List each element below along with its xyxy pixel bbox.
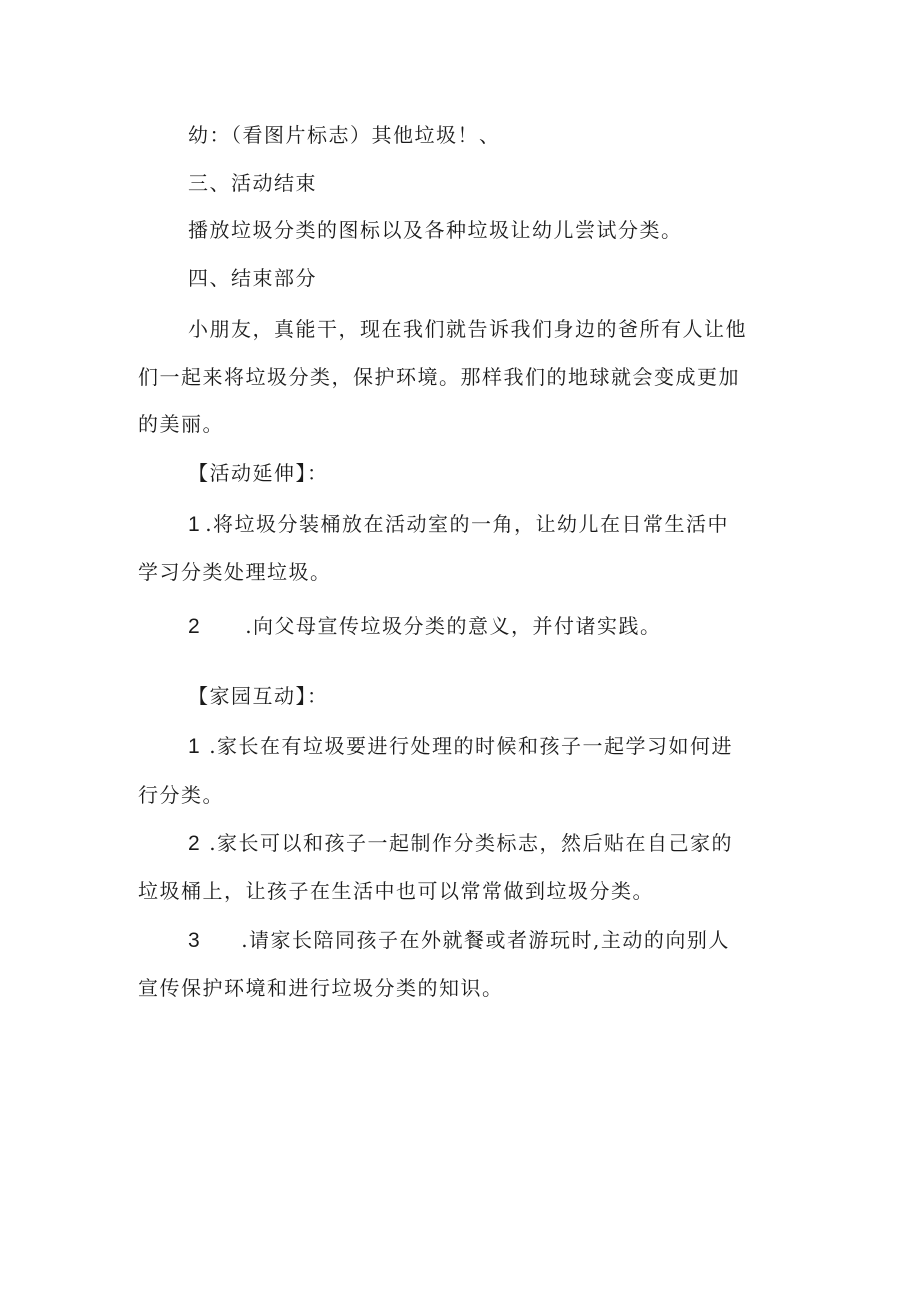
item-text: .家长可以和孩子一起制作分类标志，然后贴在自己家的 xyxy=(209,831,734,855)
paragraph-line: 小朋友，真能干，现在我们就告诉我们身边的爸所有人让他 xyxy=(188,317,747,341)
extension-item-1-cont: 学习分类处理垃圾。 xyxy=(138,560,332,584)
item-number: 2 xyxy=(188,832,202,855)
home-item-1 xyxy=(188,733,733,760)
home-item-3-cont: 宣传保护环境和进行垃圾分类的知识。 xyxy=(138,976,504,1000)
item-number: 1 xyxy=(188,735,202,758)
home-heading: 【家园互动】： xyxy=(188,684,329,708)
item-number: 1 xyxy=(188,513,202,536)
home-item-2 xyxy=(188,830,733,857)
section3-body: 播放垃圾分类的图标以及各种垃圾让幼儿尝试分类。 xyxy=(188,218,683,242)
paragraph-line: 的美丽。 xyxy=(138,412,224,436)
section4-heading: 四、结束部分 xyxy=(188,266,317,290)
home-item-2-cont: 垃圾桶上，让孩子在生活中也可以常常做到垃圾分类。 xyxy=(138,879,654,903)
section3-heading: 三、活动结束 xyxy=(188,171,317,195)
home-item-1-cont: 行分类。 xyxy=(138,783,224,807)
extension-item-2 xyxy=(188,613,662,640)
home-item-3 xyxy=(188,927,730,954)
extension-heading: 【活动延伸】： xyxy=(188,461,329,485)
item-number: 3 xyxy=(188,929,202,952)
item-text: .家长在有垃圾要进行处理的时候和孩子一起学习如何进 xyxy=(209,734,734,758)
extension-item-1 xyxy=(188,511,729,538)
item-text: .请家长陪同孩子在外就餐或者游玩时,主动的向别人 xyxy=(241,928,730,952)
item-number: 2 xyxy=(188,615,202,638)
paragraph-line: 们一起来将垃圾分类，保护环境。那样我们的地球就会变成更加 xyxy=(138,365,740,389)
dialogue-line: 幼：（看图片标志）其他垃圾！、 xyxy=(188,123,501,147)
item-text: .向父母宣传垃圾分类的意义，并付诸实践。 xyxy=(245,614,662,638)
item-text: .将垃圾分装桶放在活动室的一角，让幼儿在日常生活中 xyxy=(205,512,730,536)
